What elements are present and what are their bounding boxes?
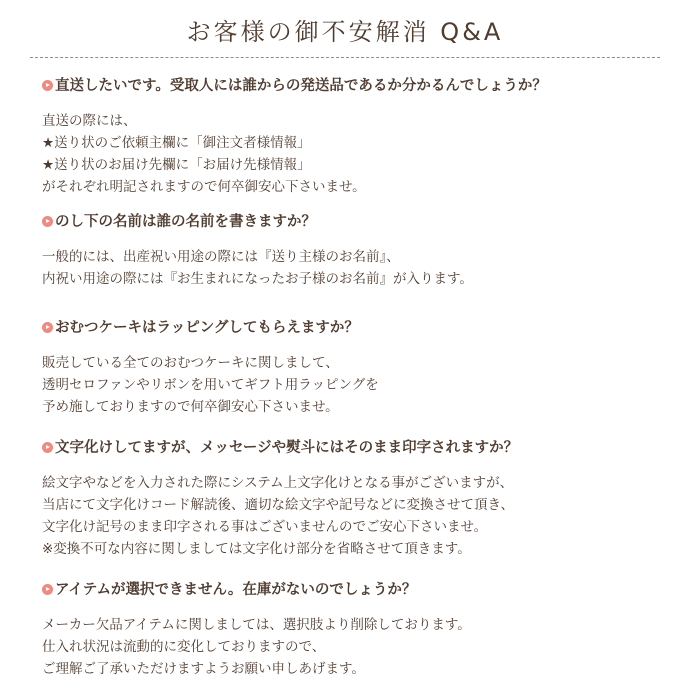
faq-question-text: 文字化けしてますが、メッセージや熨斗にはそのまま印字されますか？ <box>55 440 519 456</box>
faq-question <box>42 212 662 232</box>
arrow-circle-icon <box>42 80 53 91</box>
faq-question-text: おむつケーキはラッピングしてもらえますか？ <box>55 320 359 336</box>
arrow-circle-icon <box>42 442 53 453</box>
faq-item <box>42 212 662 290</box>
faq-answer-line: 予め施しておりますので何卒御安心下さいませ。 <box>42 399 339 415</box>
faq-answer <box>42 352 662 418</box>
faq-answer-line: 仕入れ状況は流動的に変化しておりますので、 <box>42 639 326 655</box>
arrow-circle-icon <box>42 584 53 595</box>
faq-item <box>42 580 662 680</box>
arrow-circle-icon <box>42 322 53 333</box>
faq-answer-line: ご理解ご了承いただけますようお願い申しあげます。 <box>42 661 365 677</box>
faq-answer-line: 透明セロファンやリボンを用いてギフト用ラッピングを <box>42 377 379 393</box>
faq-item <box>42 438 662 560</box>
faq-answer-line: メーカー欠品アイテムに関しましては、選択肢より削除しております。 <box>42 617 471 633</box>
faq-question-text: のし下の名前は誰の名前を書きますか？ <box>55 214 316 230</box>
title-divider <box>30 57 660 58</box>
faq-question-text: アイテムが選択できません。在庫がないのでしょうか？ <box>55 582 417 598</box>
faq-answer <box>42 110 662 198</box>
faq-answer <box>42 472 662 560</box>
arrow-circle-icon <box>42 216 53 227</box>
faq-answer-line: 当店にて文字化けコード解読後、適切な絵文字や記号などに変換させて頂き、 <box>42 497 514 513</box>
faq-question <box>42 76 662 96</box>
faq-question <box>42 438 662 458</box>
faq-answer-line: 文字化け記号のまま印字される事はございませんのでご安心下さいませ。 <box>42 519 488 535</box>
faq-answer-line: 販売している全てのおむつケーキに関しまして、 <box>42 355 339 371</box>
faq-answer-line: ★送り状のお届け先欄に「お届け先様情報」 <box>42 157 311 173</box>
faq-question <box>42 580 662 600</box>
faq-answer-line: ★送り状のご依頼主欄に「御注文者様情報」 <box>42 135 311 151</box>
faq-answer-line: 直送の際には、 <box>42 113 137 129</box>
faq-answer-line: 絵文字やなどを入力された際にシステム上文字化けとなる事がございますが、 <box>42 475 514 491</box>
faq-question-text: 直送したいです。受取人には誰からの発送品であるか分かるんでしょうか？ <box>55 78 547 94</box>
faq-answer-line: 内祝い用途の際には『お生まれになったお子様のお名前』が入ります。 <box>42 271 473 287</box>
faq-answer-line: ※変換不可な内容に関しましては文字化け部分を省略させて頂きます。 <box>42 541 471 557</box>
faq-answer <box>42 614 662 680</box>
faq-answer-line: 一般的には、出産祝い用途の際には『送り主様のお名前』、 <box>42 249 400 265</box>
faq-question <box>42 318 662 338</box>
faq-answer-line: がそれぞれ明記されますので何卒御安心下さいませ。 <box>42 179 366 195</box>
page-title: お客様の御不安解消 Q&A <box>186 18 504 46</box>
faq-item <box>42 76 662 198</box>
faq-answer <box>42 246 662 290</box>
faq-item <box>42 318 662 418</box>
